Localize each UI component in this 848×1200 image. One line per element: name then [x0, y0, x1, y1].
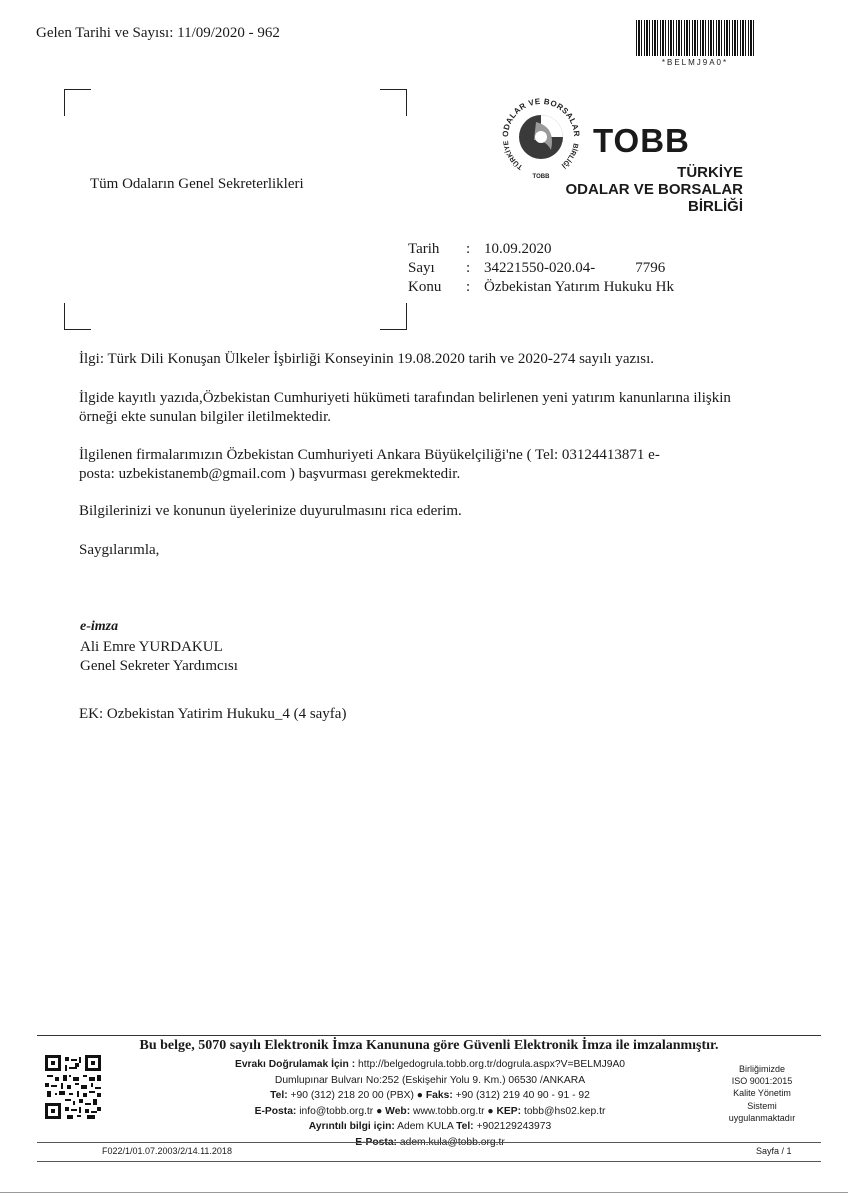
address-bracket-bottom-left	[64, 303, 91, 330]
meta-number-row	[408, 259, 674, 278]
footer-contact-email-label: E-Posta:	[355, 1136, 397, 1148]
document-barcode	[636, 20, 754, 68]
esignature-mark: e-imza	[80, 619, 119, 634]
meta-separator: :	[466, 241, 471, 257]
footer-phone-line	[150, 1088, 710, 1104]
footer-divider-bottom	[37, 1161, 821, 1162]
footer-contact-tel-value: +902129243973	[473, 1121, 552, 1133]
footer-email-value[interactable]: info@tobb.org.tr ●	[296, 1105, 386, 1117]
org-name-line-2: ODALAR VE BORSALAR	[565, 181, 743, 198]
signer-title: Genel Sekreter Yardımcısı	[80, 658, 238, 674]
footer-web-value[interactable]: www.tobb.org.tr ●	[410, 1105, 497, 1117]
footer-web-label: Web:	[385, 1105, 411, 1117]
body-paragraph-2-line-2: posta: uzbekistanemb@gmail.com ) başvurması gerekmektedir.	[79, 466, 461, 482]
footer-address: Dumlupınar Bulvarı No:252 (Eskişehir Yolu 9. Km.) 06530 /ANKARA	[274, 1074, 586, 1086]
seal-ring-bottom: TOBB	[532, 174, 550, 180]
footer-contact-value: Adem KULA	[394, 1121, 457, 1133]
meta-date-row	[408, 240, 674, 259]
address-bracket-top-right	[380, 89, 407, 116]
footer-kep-value[interactable]: tobb@hs02.kep.tr	[521, 1105, 606, 1117]
quality-line-2: ISO 9001:2015	[731, 1076, 793, 1087]
reference-line: İlgi: Türk Dili Konuşan Ülkeler İşbirliği Konseyinin 19.08.2020 tarih ve 2020-274 sayılı yazısı.	[79, 351, 655, 367]
meta-number-value: 34221550-020.04-	[484, 260, 596, 276]
footer-contact-email-value[interactable]: adem.kula@tobb.org.tr	[397, 1136, 505, 1148]
meta-subject-label: Konu	[408, 279, 442, 295]
meta-number-label: Sayı	[408, 260, 435, 276]
barcode-bars	[636, 20, 754, 56]
page-number: Sayfa / 1	[756, 1146, 792, 1156]
org-full-name	[545, 164, 743, 215]
footer-verify-url[interactable]: http://belgedogrula.tobb.org.tr/dogrula.aspx?V=BELMJ9A0	[355, 1059, 626, 1070]
footer-email-label: E-Posta:	[254, 1105, 297, 1117]
meta-date-value: 10.09.2020	[484, 241, 552, 257]
footer-divider-top	[37, 1035, 821, 1036]
seal-ring-top: ODALAR VE BORSALAR	[500, 96, 582, 138]
signer-name: Ali Emre YURDAKUL	[80, 639, 223, 655]
received-date-number: Gelen Tarihi ve Sayısı: 11/09/2020 - 962	[36, 25, 280, 41]
meta-number-suffix: 7796	[635, 260, 666, 276]
attachment-line: EK: Ozbekistan Yatirim Hukuku_4 (4 sayfa)	[79, 706, 347, 722]
footer-divider-middle	[37, 1142, 821, 1143]
meta-subject-value: Özbekistan Yatırım Hukuku Hk	[484, 279, 674, 295]
address-bracket-top-left	[64, 89, 91, 116]
page-edge-rule	[0, 1192, 848, 1193]
footer-contact-line	[150, 1119, 710, 1135]
footer-contact-tel-label: Tel:	[456, 1121, 474, 1133]
address-bracket-bottom-right	[380, 303, 407, 330]
document-metadata	[408, 240, 674, 297]
meta-date-label: Tarih	[408, 241, 440, 257]
closing-salutation: Saygılarımla,	[79, 542, 160, 558]
footer-fax-value: +90 (312) 219 40 90 - 91 - 92	[452, 1090, 590, 1102]
footer-tel-label: Tel:	[270, 1090, 288, 1102]
meta-separator: :	[466, 260, 471, 276]
body-paragraph-3: Bilgilerinizi ve konunun üyelerinize duyurulmasını rica ederim.	[79, 503, 462, 519]
org-name-line-3: BİRLİĞİ	[688, 198, 743, 215]
form-code: F022/1/01.07.2003/2/14.11.2018	[102, 1146, 232, 1156]
quality-line-5: uygulanmaktadır	[728, 1112, 796, 1123]
meta-subject-row	[408, 278, 674, 297]
seal-ring-left: TÜRKİYE	[502, 140, 525, 171]
org-name-line-1: TÜRKİYE	[677, 164, 743, 181]
quality-line-4: Sistemi	[747, 1100, 777, 1111]
barcode-text: *BELMJ9A0*	[661, 58, 729, 67]
footer-kep-label: KEP:	[496, 1105, 522, 1117]
footer-fax-label: Faks:	[425, 1090, 453, 1102]
org-acronym: TOBB	[593, 122, 690, 159]
footer-contact-label: Ayrıntılı bilgi için:	[308, 1121, 395, 1133]
meta-separator: :	[466, 279, 471, 295]
body-paragraph-1: İlgide kayıtlı yazıda,Özbekistan Cumhuriyeti hükümeti tarafından belirlenen yeni yatırım kanunlarına ilişkin örneği ekte sunulan bilgiler iletilmektedir.	[79, 390, 731, 425]
footer-tel-value: +90 (312) 218 20 00 (PBX) ●	[287, 1090, 426, 1102]
quality-statement	[708, 1063, 816, 1124]
seal-ring-right: BİRLİĞİ	[559, 142, 579, 169]
footer-contact-block	[150, 1057, 710, 1151]
footer-online-line	[150, 1104, 710, 1120]
esignature-legal-notice: Bu belge, 5070 sayılı Elektronik İmza Kanununa göre Güvenli Elektronik İmza ile imzalanmıştır.	[139, 1038, 719, 1053]
body-paragraph-2	[79, 446, 759, 484]
footer-verify-label: Evrakı Doğrulamak İçin :	[234, 1059, 356, 1070]
quality-line-1: Birliğimizde	[738, 1064, 785, 1074]
quality-line-3: Kalite Yönetim	[733, 1088, 791, 1099]
footer-verify-line	[150, 1057, 710, 1073]
verification-qr-code	[45, 1055, 101, 1119]
recipient: Tüm Odaların Genel Sekreterlikleri	[90, 176, 304, 192]
body-paragraph-2-line-1: İlgilenen firmalarımızın Özbekistan Cumhuriyeti Ankara Büyükelçiliği'ne ( Tel: 03124413871 e-	[79, 447, 660, 463]
